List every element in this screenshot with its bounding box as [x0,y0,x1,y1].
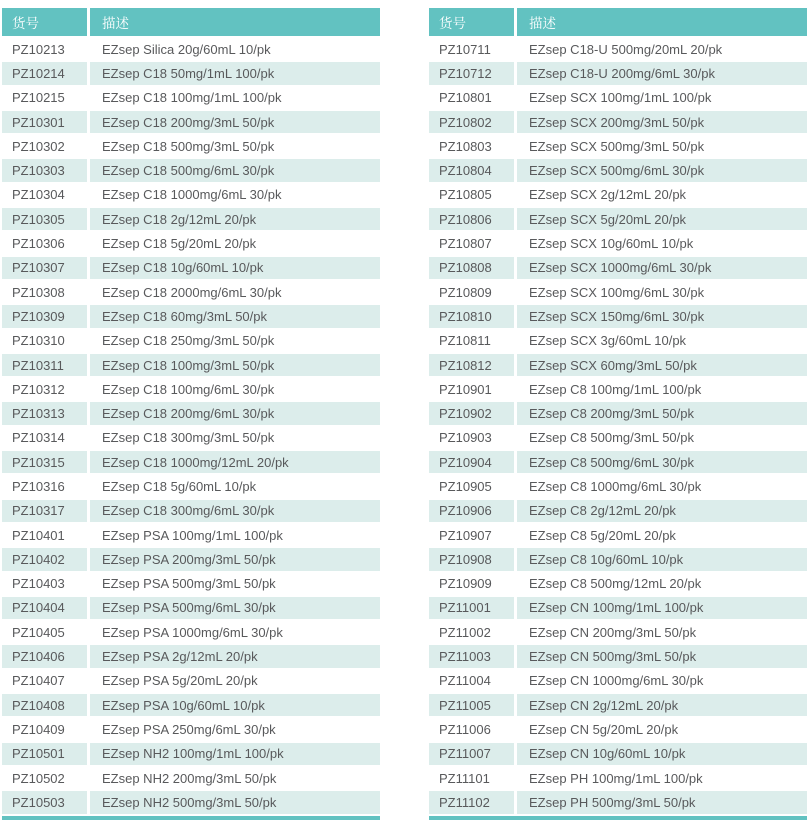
description-cell: EZsep SCX 100mg/1mL 100/pk [529,90,712,106]
table-row [2,402,380,424]
table-row [2,87,380,109]
description-cell: EZsep PH 100mg/1mL 100/pk [529,770,703,786]
header-col-sku: 货号 [2,8,90,36]
table-row [429,548,807,570]
table-row [429,257,807,279]
table-row [429,451,807,473]
table-row [2,524,380,546]
sku-cell: PZ10408 [2,694,90,716]
sku-cell: PZ11004 [429,670,517,692]
table-row [2,670,380,692]
description-cell: EZsep PSA 1000mg/6mL 30/pk [102,624,283,640]
sku-cell: PZ10804 [429,159,517,181]
table-bottom-bar-right [429,816,807,820]
table-row [429,500,807,522]
table-row [429,718,807,740]
table-row [429,573,807,595]
sku-cell: PZ10308 [2,281,90,303]
table-row [429,402,807,424]
description-cell: EZsep C18 100mg/6mL 30/pk [102,381,275,397]
sku-cell: PZ11102 [429,791,517,813]
description-cell: EZsep PSA 500mg/3mL 50/pk [102,576,276,592]
product-table-left [2,8,380,820]
sku-cell: PZ10317 [2,500,90,522]
description-cell: EZsep C8 200mg/3mL 50/pk [529,406,694,422]
table-row [429,305,807,327]
sku-cell: PZ11005 [429,694,517,716]
table-row [2,111,380,133]
sku-cell: PZ10901 [429,378,517,400]
sku-cell: PZ10214 [2,62,90,84]
sku-cell: PZ10314 [2,427,90,449]
description-cell: EZsep NH2 500mg/3mL 50/pk [102,794,277,810]
table-row [2,62,380,84]
table-row [429,524,807,546]
description-cell: EZsep C8 500mg/6mL 30/pk [529,454,694,470]
sku-cell: PZ10312 [2,378,90,400]
description-cell: EZsep PSA 250mg/6mL 30/pk [102,721,276,737]
table-row [2,743,380,765]
sku-cell: PZ10906 [429,500,517,522]
sku-cell: PZ10909 [429,573,517,595]
description-cell: EZsep C18 2000mg/6mL 30/pk [102,284,282,300]
sku-cell: PZ10904 [429,451,517,473]
sku-cell: PZ10807 [429,232,517,254]
table-row [2,694,380,716]
sku-cell: PZ10801 [429,87,517,109]
description-cell: EZsep C18 100mg/3mL 50/pk [102,357,275,373]
sku-cell: PZ10302 [2,135,90,157]
description-cell: EZsep C18 300mg/6mL 30/pk [102,503,275,519]
sku-cell: PZ10402 [2,548,90,570]
table-body-right [429,38,807,814]
sku-cell: PZ10309 [2,305,90,327]
description-cell: EZsep CN 2g/12mL 20/pk [529,697,679,713]
description-cell: EZsep NH2 100mg/1mL 100/pk [102,746,284,762]
table-row [2,451,380,473]
description-cell: EZsep SCX 2g/12mL 20/pk [529,187,687,203]
table-row [2,354,380,376]
table-row [429,378,807,400]
description-cell: EZsep PSA 100mg/1mL 100/pk [102,527,283,543]
description-cell: EZsep SCX 500mg/6mL 30/pk [529,163,705,179]
table-row [2,718,380,740]
sku-cell: PZ11101 [429,767,517,789]
table-row [429,694,807,716]
description-cell: EZsep PSA 10g/60mL 10/pk [102,697,265,713]
sku-cell: PZ10809 [429,281,517,303]
sku-cell: PZ10903 [429,427,517,449]
description-cell: EZsep C18 250mg/3mL 50/pk [102,333,275,349]
sku-cell: PZ10712 [429,62,517,84]
table-row [429,475,807,497]
sku-cell: PZ10711 [429,38,517,60]
sku-cell: PZ10501 [2,743,90,765]
table-header-left [2,8,380,36]
sku-cell: PZ10304 [2,184,90,206]
table-row [2,281,380,303]
table-row [429,62,807,84]
table-row [429,281,807,303]
table-row [2,38,380,60]
table-row [2,573,380,595]
sku-cell: PZ11001 [429,597,517,619]
description-cell: EZsep PH 500mg/3mL 50/pk [529,794,696,810]
description-cell: EZsep CN 1000mg/6mL 30/pk [529,673,704,689]
description-cell: EZsep C18 200mg/3mL 50/pk [102,114,275,130]
table-row [2,208,380,230]
table-row [429,791,807,813]
sku-cell: PZ10810 [429,305,517,327]
table-row [429,354,807,376]
table-row [429,597,807,619]
description-cell: EZsep SCX 10g/60mL 10/pk [529,236,694,252]
sku-cell: PZ10404 [2,597,90,619]
sku-cell: PZ11006 [429,718,517,740]
table-row [429,670,807,692]
description-cell: EZsep CN 100mg/1mL 100/pk [529,600,704,616]
description-cell: EZsep SCX 1000mg/6mL 30/pk [529,260,712,276]
sku-cell: PZ10316 [2,475,90,497]
description-cell: EZsep SCX 150mg/6mL 30/pk [529,308,705,324]
table-row [2,330,380,352]
table-row [2,305,380,327]
sku-cell: PZ10303 [2,159,90,181]
description-cell: EZsep PSA 2g/12mL 20/pk [102,649,258,665]
sku-cell: PZ10315 [2,451,90,473]
description-cell: EZsep C18 500mg/6mL 30/pk [102,163,275,179]
description-cell: EZsep C18 50mg/1mL 100/pk [102,65,275,81]
description-cell: EZsep C18 5g/60mL 10/pk [102,478,257,494]
sku-cell: PZ10407 [2,670,90,692]
sku-cell: PZ11003 [429,645,517,667]
description-cell: EZsep SCX 500mg/3mL 50/pk [529,138,705,154]
sku-cell: PZ10213 [2,38,90,60]
table-row [2,597,380,619]
sku-cell: PZ10811 [429,330,517,352]
description-cell: EZsep C18 10g/60mL 10/pk [102,260,264,276]
table-row [429,159,807,181]
product-table-right [429,8,807,820]
description-cell: EZsep C8 500mg/12mL 20/pk [529,576,702,592]
table-row [2,257,380,279]
table-row [429,743,807,765]
sku-cell: PZ10908 [429,548,517,570]
description-cell: EZsep C18-U 200mg/6mL 30/pk [529,65,715,81]
table-row [429,645,807,667]
description-cell: EZsep SCX 5g/20mL 20/pk [529,211,687,227]
sku-cell: PZ10812 [429,354,517,376]
description-cell: EZsep CN 10g/60mL 10/pk [529,746,686,762]
table-row [429,427,807,449]
description-cell: EZsep CN 500mg/3mL 50/pk [529,649,697,665]
description-cell: EZsep CN 200mg/3mL 50/pk [529,624,697,640]
sku-cell: PZ11007 [429,743,517,765]
description-cell: EZsep C18 60mg/3mL 50/pk [102,308,267,324]
table-row [429,767,807,789]
sku-cell: PZ10403 [2,573,90,595]
description-cell: EZsep C18 100mg/1mL 100/pk [102,90,282,106]
sku-cell: PZ10502 [2,767,90,789]
header-col-sku: 货号 [429,8,517,36]
table-row [429,87,807,109]
table-bottom-bar-left [2,816,380,820]
description-cell: EZsep C18 300mg/3mL 50/pk [102,430,275,446]
table-row [2,621,380,643]
table-row [2,159,380,181]
table-row [429,135,807,157]
table-row [429,208,807,230]
description-cell: EZsep PSA 200mg/3mL 50/pk [102,551,276,567]
table-row [2,548,380,570]
table-body-left [2,38,380,814]
sku-cell: PZ10215 [2,87,90,109]
sku-cell: PZ10305 [2,208,90,230]
table-row [429,621,807,643]
table-row [2,232,380,254]
description-cell: EZsep PSA 500mg/6mL 30/pk [102,600,276,616]
sku-cell: PZ10301 [2,111,90,133]
table-row [2,475,380,497]
description-cell: EZsep C8 1000mg/6mL 30/pk [529,478,702,494]
description-cell: EZsep C18 5g/20mL 20/pk [102,236,257,252]
description-cell: EZsep SCX 100mg/6mL 30/pk [529,284,705,300]
sku-cell: PZ10401 [2,524,90,546]
sku-cell: PZ11002 [429,621,517,643]
table-row [429,232,807,254]
description-cell: EZsep C18-U 500mg/20mL 20/pk [529,41,723,57]
sku-cell: PZ10803 [429,135,517,157]
table-row [2,427,380,449]
description-cell: EZsep SCX 3g/60mL 10/pk [529,333,687,349]
description-cell: EZsep C8 2g/12mL 20/pk [529,503,676,519]
description-cell: EZsep CN 5g/20mL 20/pk [529,721,679,737]
description-cell: EZsep C18 500mg/3mL 50/pk [102,138,275,154]
table-row [2,184,380,206]
table-row [2,135,380,157]
sku-cell: PZ10902 [429,402,517,424]
table-row [429,184,807,206]
table-row [2,378,380,400]
header-col-description: 描述 [102,16,129,31]
sku-cell: PZ10907 [429,524,517,546]
description-cell: EZsep C8 10g/60mL 10/pk [529,551,684,567]
description-cell: EZsep C8 5g/20mL 20/pk [529,527,676,543]
description-cell: EZsep NH2 200mg/3mL 50/pk [102,770,277,786]
sku-cell: PZ10307 [2,257,90,279]
sku-cell: PZ10806 [429,208,517,230]
description-cell: EZsep SCX 200mg/3mL 50/pk [529,114,705,130]
sku-cell: PZ10406 [2,645,90,667]
table-row [2,500,380,522]
description-cell: EZsep Silica 20g/60mL 10/pk [102,41,271,57]
description-cell: EZsep C18 200mg/6mL 30/pk [102,406,275,422]
table-row [429,330,807,352]
sku-cell: PZ10306 [2,232,90,254]
header-col-description: 描述 [529,16,556,31]
sku-cell: PZ10311 [2,354,90,376]
sku-cell: PZ10808 [429,257,517,279]
description-cell: EZsep C18 1000mg/6mL 30/pk [102,187,282,203]
sku-cell: PZ10405 [2,621,90,643]
sku-cell: PZ10802 [429,111,517,133]
description-cell: EZsep C18 1000mg/12mL 20/pk [102,454,289,470]
sku-cell: PZ10409 [2,718,90,740]
description-cell: EZsep SCX 60mg/3mL 50/pk [529,357,697,373]
table-row [2,645,380,667]
table-row [429,111,807,133]
sku-cell: PZ10313 [2,402,90,424]
description-cell: EZsep PSA 5g/20mL 20/pk [102,673,258,689]
sku-cell: PZ10905 [429,475,517,497]
description-cell: EZsep C18 2g/12mL 20/pk [102,211,257,227]
sku-cell: PZ10805 [429,184,517,206]
table-row [2,791,380,813]
table-row [2,767,380,789]
sku-cell: PZ10310 [2,330,90,352]
table-row [429,38,807,60]
table-header-right [429,8,807,36]
sku-cell: PZ10503 [2,791,90,813]
description-cell: EZsep C8 100mg/1mL 100/pk [529,381,702,397]
description-cell: EZsep C8 500mg/3mL 50/pk [529,430,694,446]
